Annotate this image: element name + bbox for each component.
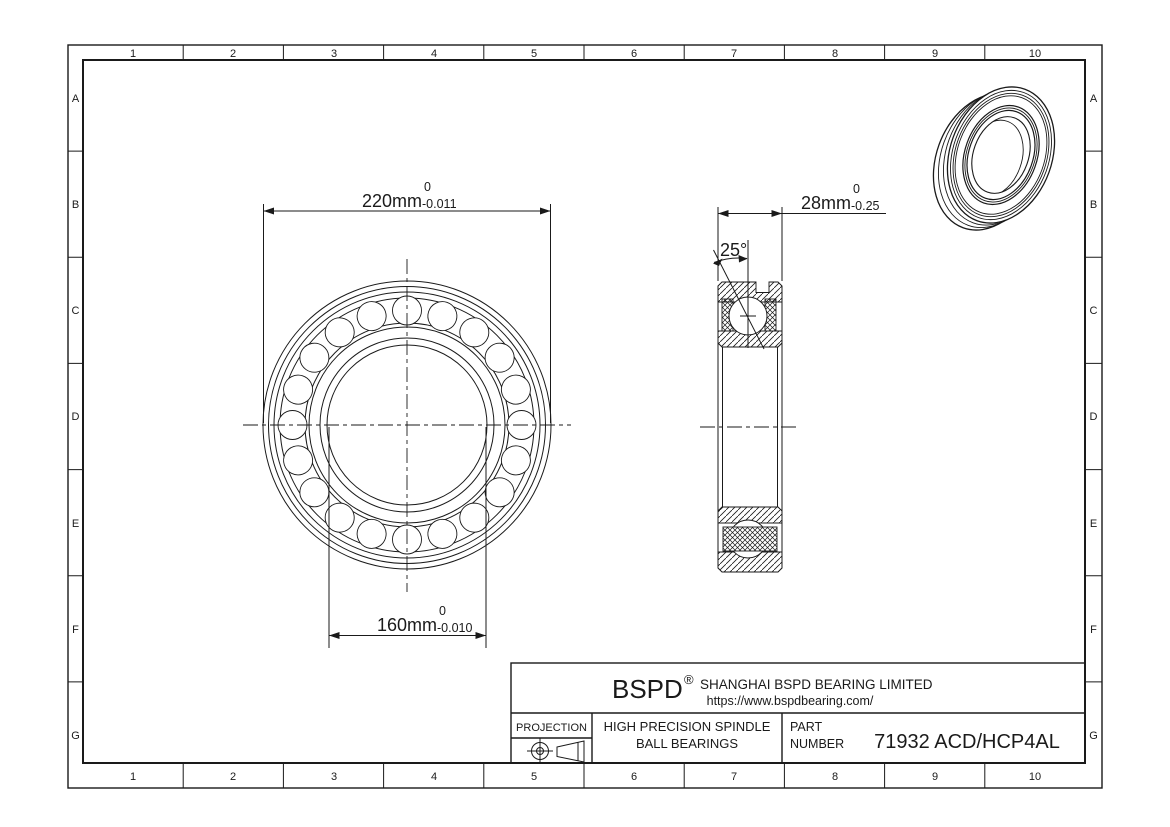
grid-row-label: D [1089, 411, 1098, 423]
brand-logo: BSPD [612, 674, 683, 704]
grid-row-label: F [1090, 624, 1097, 636]
grid-row-label: B [71, 199, 80, 211]
front-view [243, 259, 571, 592]
company-website: https://www.bspdbearing.com/ [706, 694, 874, 708]
grid-col-label: 1 [129, 48, 137, 60]
grid-row-label: D [71, 411, 80, 423]
section-view [700, 240, 800, 572]
width-tol-upper: 0 [853, 182, 860, 196]
grid-col-label: 3 [330, 48, 338, 60]
title-block [511, 663, 1085, 764]
grid-row-label: C [71, 305, 80, 317]
bore-dim-text: 160mm [376, 615, 437, 635]
grid-col-label: 9 [931, 48, 939, 60]
part-label-line1: PART [790, 720, 823, 734]
grid-row-label: A [71, 93, 80, 105]
grid-row-label: B [1089, 199, 1098, 211]
contact-angle-text: 25° [720, 240, 748, 260]
grid-col-label: 8 [831, 771, 839, 783]
product-line1: HIGH PRECISION SPINDLE [603, 719, 771, 734]
sheet-frame [68, 45, 1102, 788]
grid-col-label: 2 [229, 771, 237, 783]
grid-col-label: 6 [630, 48, 638, 60]
projection-cell [516, 722, 587, 764]
grid-row-label: G [1089, 730, 1098, 742]
grid-col-label: 7 [730, 771, 738, 783]
cage-band-bottom [723, 527, 777, 551]
bore-tol-lower: -0.010 [437, 621, 473, 635]
grid-row-label: G [71, 730, 80, 742]
dimension-width [718, 182, 886, 281]
first-angle-projection-icon [527, 738, 584, 764]
product-line2: BALL BEARINGS [635, 736, 739, 751]
grid-row-label: F [72, 624, 79, 636]
grid-col-label: 1 [129, 771, 137, 783]
grid-col-label: 7 [730, 48, 738, 60]
company-name: SHANGHAI BSPD BEARING LIMITED [700, 677, 933, 692]
projection-label: PROJECTION [516, 722, 587, 734]
grid-col-label: 9 [931, 771, 939, 783]
od-tol-lower: -0.011 [422, 197, 457, 211]
grid-col-label: 4 [430, 771, 438, 783]
grid-col-label: 5 [530, 771, 538, 783]
grid-col-label: 10 [1028, 48, 1042, 60]
grid-col-label: 10 [1028, 771, 1042, 783]
grid-col-label: 4 [430, 48, 438, 60]
product-cell [604, 719, 771, 751]
grid-col-label: 2 [229, 48, 237, 60]
grid-col-label: 3 [330, 771, 338, 783]
part-number-cell [790, 720, 1060, 753]
width-tol-lower: -0.25 [851, 199, 880, 213]
width-dim-text: 28mm [800, 193, 851, 213]
part-label-line2: NUMBER [790, 737, 845, 751]
grid-col-label: 6 [630, 771, 638, 783]
grid-row-label: E [71, 518, 80, 530]
grid-row-label: E [1089, 518, 1098, 530]
grid-row-label: A [1089, 93, 1098, 105]
od-dim-text: 220mm [361, 191, 422, 211]
grid-row-label: C [1089, 305, 1098, 317]
grid-col-label: 5 [530, 48, 538, 60]
isometric-view [915, 72, 1073, 245]
grid-ticks [68, 45, 1102, 788]
title-block-company-row [612, 672, 933, 708]
part-number-value: 71932 ACD/HCP4AL [874, 731, 1060, 753]
od-tol-upper: 0 [424, 180, 431, 194]
grid-col-label: 8 [831, 48, 839, 60]
registered-mark-icon: ® [684, 672, 694, 687]
bore-tol-upper: 0 [439, 604, 446, 618]
